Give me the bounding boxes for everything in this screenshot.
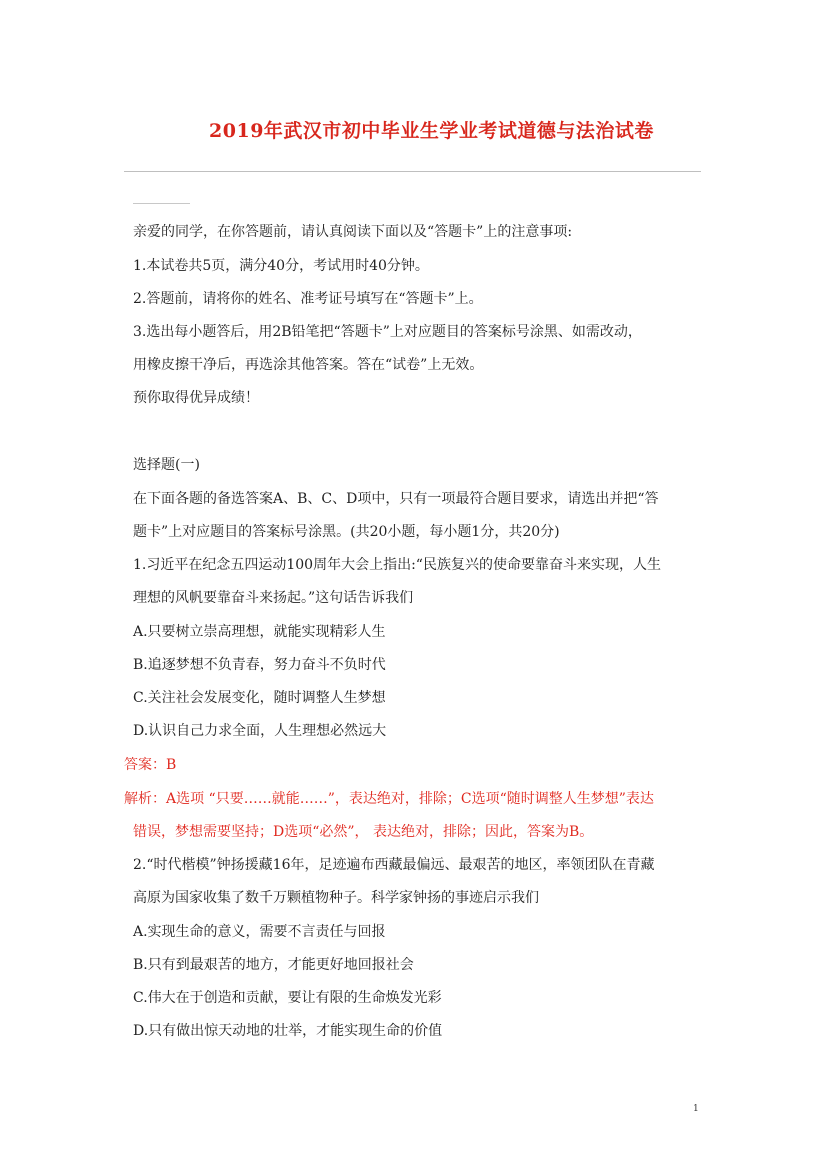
question-1-analysis-line-1: 解析：A选项 “只要……就能……”，表达绝对，排除；C选项“随时调整人生梦想”表达 [124,791,654,807]
question-1-option-a: A.只要树立崇高理想，就能实现精彩人生 [133,624,386,640]
page-title: 2019年武汉市初中毕业生学业考试道德与法治试卷 [209,120,654,142]
question-2-option-d: D.只有做出惊天动地的壮举，才能实现生命的价值 [133,1023,443,1039]
question-2-stem-line-1: 2.“时代楷模”钟扬援藏16年，足迹遍布西藏最偏远、最艰苦的地区，率领团队在青藏 [133,857,655,873]
section-description-line-2: 题卡”上对应题目的答案标号涂黑。(共20小题，每小题1分，共20分) [133,524,560,540]
question-1-analysis-line-2: 错误，梦想需要坚持；D选项“必然”， 表达绝对，排除；因此，答案为B。 [133,824,594,840]
page-number: 1 [693,1104,699,1114]
instructions-greeting: 亲爱的同学，在你答题前，请认真阅读下面以及“答题卡”上的注意事项: [133,224,573,240]
question-1-answer: 答案：B [124,757,177,773]
section-divider [133,203,190,204]
question-1-stem-line-2: 理想的风帆要靠奋斗来扬起。”这句话告诉我们 [133,590,414,606]
question-2-option-b: B.只有到最艰苦的地方，才能更好地回报社会 [133,957,414,973]
instructions-item-1: 1.本试卷共5页，满分40分，考试用时40分钟。 [133,258,429,274]
question-1-option-d: D.认识自己力求全面，人生理想必然远大 [133,723,387,739]
question-2-stem-line-2: 高原为国家收集了数千万颗植物种子。科学家钟扬的事迹启示我们 [133,890,539,906]
instructions-item-3-line-2: 用橡皮擦干净后，再选涂其他答案。答在“试卷”上无效。 [133,357,484,373]
question-1-option-b: B.追逐梦想不负青春，努力奋斗不负时代 [133,657,386,673]
question-1-option-c: C.关注社会发展变化，随时调整人生梦想 [133,690,386,706]
instructions-wish: 预你取得优异成绩！ [133,390,259,406]
title-divider [124,171,701,172]
instructions-item-2: 2.答题前，请将你的姓名、准考证号填写在“答题卡”上。 [133,291,483,307]
question-2-option-a: A.实现生命的意义，需要不言责任与回报 [133,924,386,940]
section-description-line-1: 在下面各题的备选答案A、B、C、D项中，只有一项最符合题目要求，请选出并把“答 [133,491,659,507]
section-heading: 选择题(一) [133,457,200,473]
question-1-stem-line-1: 1.习近平在纪念五四运动100周年大会上指出:“民族复兴的使命要靠奋斗来实现，人生 [133,557,661,573]
question-2-option-c: C.伟大在于创造和贡献，要让有限的生命焕发光彩 [133,990,442,1006]
instructions-item-3-line-1: 3.选出每小题答后，用2B铅笔把“答题卡”上对应题目的答案标号涂黑、如需改动， [133,324,642,340]
